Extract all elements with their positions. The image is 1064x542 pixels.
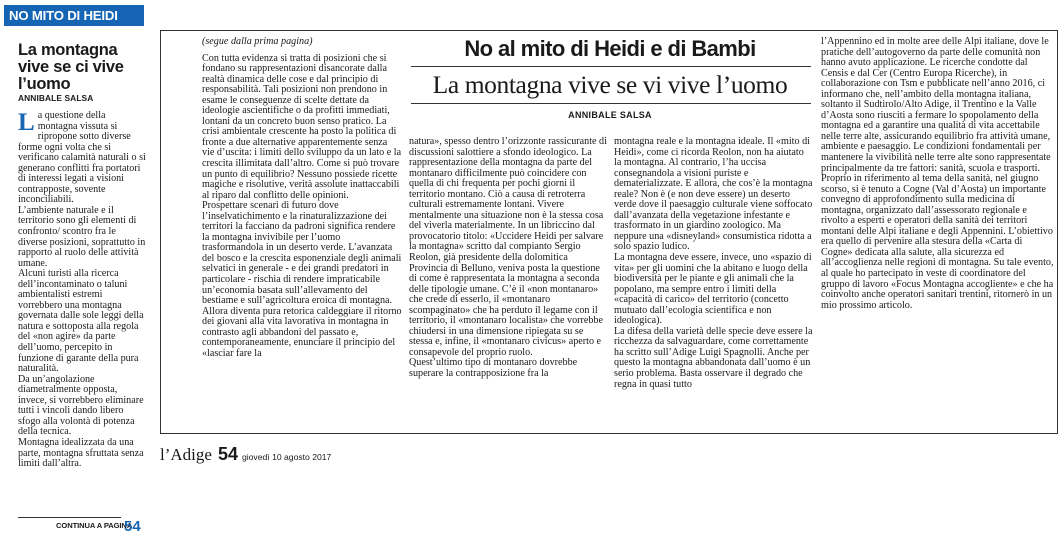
page-footer (160, 444, 331, 465)
article-paragraph: Quest’ultimo tipo di montanaro dovrebbe superare la contrapposizione fra la (409, 357, 578, 380)
article-paragraph: La difesa della varietà delle specie deve essere la ricchezza da salvaguardare, come correttamente ha scritto sull’Adige Luigi Spagnolli. Anche per questo la montagna abbandonata dall’uomo è un serio problema. Basta osservare il degrado che regna in quasi tutto (614, 325, 813, 390)
issue-date: giovedì 10 agosto 2017 (241, 452, 332, 462)
excerpt-paragraph: Alcuni turisti alla ricerca dell’incontaminato o taluni ambientalisti estremi vorrebbero una montagna governata dalle sole leggi della natura e sottoposta alla regola del «non agire» da parte dell’uomo, percepito in funzione di garante della pura naturalità. (18, 268, 144, 375)
excerpt-paragraph: La questione della montagna vissuta si ripropone sotto diverse forme ogni volta che si verificano calamità naturali o si generano conflitti fra portatori di interessi legati a visioni contrapposte, sovente inconciliabili. (18, 109, 146, 206)
continued-on-label: CONTINUA A PAGINA (56, 521, 133, 530)
article-paragraph: Prospettare scenari di futuro dove l’inselvatichimento e la rinaturalizzazione dei territori la facciano da padroni significa rendere la montagna invivibile per l’uomo trasformandola in un deserto verde. L’avanzata del bosco e la crescita esponenziale degli animali selvatici in generale - e dei grandi predatori in particolare - rischia di rendere impraticabile un’economia basata sull’allevamento del bestiame e sull’agricoltura eroica di montagna. (202, 200, 402, 307)
excerpt-paragraph: Montagna idealizzata da una parte, montagna sfruttata senza limiti dall’altra. (18, 436, 144, 470)
newspaper-name: l’Adige (160, 445, 212, 464)
article-paragraph: Allora diventa pura retorica caldeggiare il ritorno dei giovani alla vita lavorativa in montagna in contrasto agli abbandoni del passato e, contemporaneamente, enunciare il principio del «lasciar fare la (202, 305, 402, 359)
front-page-excerpt (0, 0, 148, 542)
excerpt-paragraph: L’ambiente naturale e il territorio sono gli elementi di confronto/ scontro fra le diverse posizioni, soprattutto in rapporto al ruolo delle attività umane. (18, 204, 146, 269)
article-paragraph: l’Appennino ed in molte aree delle Alpi italiane, dove le pratiche dell’autogoverno da parte delle comunità non hanno avuto applicazione. Le ricerche condotte dal Censis e dal Cer (Centro Europa Ricerche), in collaborazione con Tsm e pubblicate nell’anno 2016, ci informano che, nell’ambito della montagna italiana, soltanto il Sudtirolo/Alto Adige, il Trentino e la Valle d’Aosta sono riusciti a fermare lo spopolamento della montagna ed a garantire una qualità di vita accettabile nelle terre alte, assicurando equilibrio fra attività umane, ambiente e paesaggio. Le condizioni fondamentali per mantenere la vivibilità nelle terre alte sono rappresentate principalmente da tre fattori: sanità, scuola e trasporti. Proprio in riferimento al tema della sanità, nel giugno scorso, si è tenuto a Cogne (Val d’Aosta) un importante convegno di approfondimento sulla medicina di montagna, organizzato dall’assessorato regionale e rivolto a esperti e operatori della sanità dei territori montani delle Alpi italiane e degli Appennini. L’obiettivo era quello di pervenire alla stesura della «Carta di Cogne» dedicata alla salute, alla sicurezza ed all’accoglienza nelle regioni di montagna. Su tale evento, al quale ho partecipato in veste di coordinatore del gruppo di lavoro «Focus Montagna accogliente» e che ha coinvolto anche operatori sanitari trentini, ritornerò in un mio prossimo articolo. (821, 36, 1054, 311)
article-paragraph: Con tutta evidenza si tratta di posizioni che si fondano su rappresentazioni disancorate dalla realtà dinamica delle cose e dal principio di responsabilità. Tali posizioni non prendono in esame le conseguenze di scelte dettate da ideologie ascientifiche o da profitti immediati, lontani da un concreto buon senso pratico. La crisi ambientale crescente ha posto la politica di fronte a due alternative apparentemente senza vie d’uscita: i limiti dello sviluppo da un lato e la crescita illimitata dall’altro. Come si può trovare un punto di equilibrio? Nessuno possiede ricette magiche e risolutive, verità assolute inattaccabili al riparo dal conflitto delle opinioni. (202, 52, 402, 201)
excerpt-headline: La montagna vive se ci vive l’uomo (18, 41, 124, 93)
drop-cap: L (18, 109, 35, 136)
article-title: La montagna vive se vi vive l’uomo (432, 70, 788, 99)
divider (411, 66, 811, 67)
article-column-1 (202, 37, 402, 359)
article-column-2 (409, 137, 607, 380)
article-column-4 (821, 37, 1055, 311)
article-paragraph: La montagna deve essere, invece, uno «spazio di vita» per gli uomini che la abitano e luogo della biodiversità per le piante e gli animali che la popolano, ma sempre entro i limiti della «capacità di carico» del territorio (concetto mutuato dall’ecologia scientifica e non ideologica). (614, 252, 812, 327)
continued-page-number: 54 (124, 518, 141, 535)
excerpt-author: ANNIBALE SALSA (18, 93, 94, 103)
article-header (409, 38, 811, 120)
article-author: ANNIBALE SALSA (568, 110, 652, 120)
excerpt-body (18, 111, 146, 470)
article-paragraph: natura», spesso dentro l’orizzonte rassicurante di discussioni salottiere a sfondo ideologico. La rappresentazione della montagna da parte del montanaro difficilmente può coincidere con quella di chi frequenta per pochi giorni il territorio montano. Ciò a causa di retroterra culturali estremamente lontani. Vivere mentalmente una situazione non è la stessa cosa del viverla materialmente. In un libriccino dal provocatorio titolo: «Uccidere Heidi per salvare la montagna» scritto dal compianto Sergio Reolon, già presidente della dolomitica Provincia di Belluno, veniva posta la questione di come è rappresentata la montagna a seconda delle tipologie umane. C’è il «non montanaro» che crede di esserlo, il «montanaro scompaginato» che ha perduto il legame con il territorio, il «montanaro localista» che vorrebbe chiudersi in una dimensione ripiegata su se stessa e, infine, il «montanaro civicus» aperto e consapevole del proprio ruolo. (409, 136, 607, 358)
section-banner: NO MITO DI HEIDI (4, 5, 144, 26)
article-kicker: No al mito di Heidi e di Bambi (464, 36, 756, 61)
article-paragraph: montagna reale e la montagna ideale. Il «mito di Heidi», come ci ricorda Reolon, non ha aiutato la montagna. Al contrario, l’ha uccisa consegnandola a visioni puriste e dematerializzate. E allora, che cos’è la montagna reale? Non è (e non deve essere) un deserto verde dove il paesaggio culturale viene soffocato dall’avanzata della vegetazione infestante e trasformato in un giardino zoologico. Ma neppure una «disneyland» consumistica ridotta a solo spazio ludico. (614, 136, 813, 253)
excerpt-paragraph: Da un’angolazione diametralmente opposta, invece, si vorrebbero eliminare tutti i vincoli dando libero sfogo alla volontà di potenza della tecnica. (18, 373, 144, 438)
divider (411, 103, 811, 104)
continued-from-note: (segue dalla prima pagina) (202, 36, 313, 47)
article-column-3 (614, 137, 813, 390)
divider (18, 517, 121, 518)
page-number: 54 (217, 444, 238, 464)
